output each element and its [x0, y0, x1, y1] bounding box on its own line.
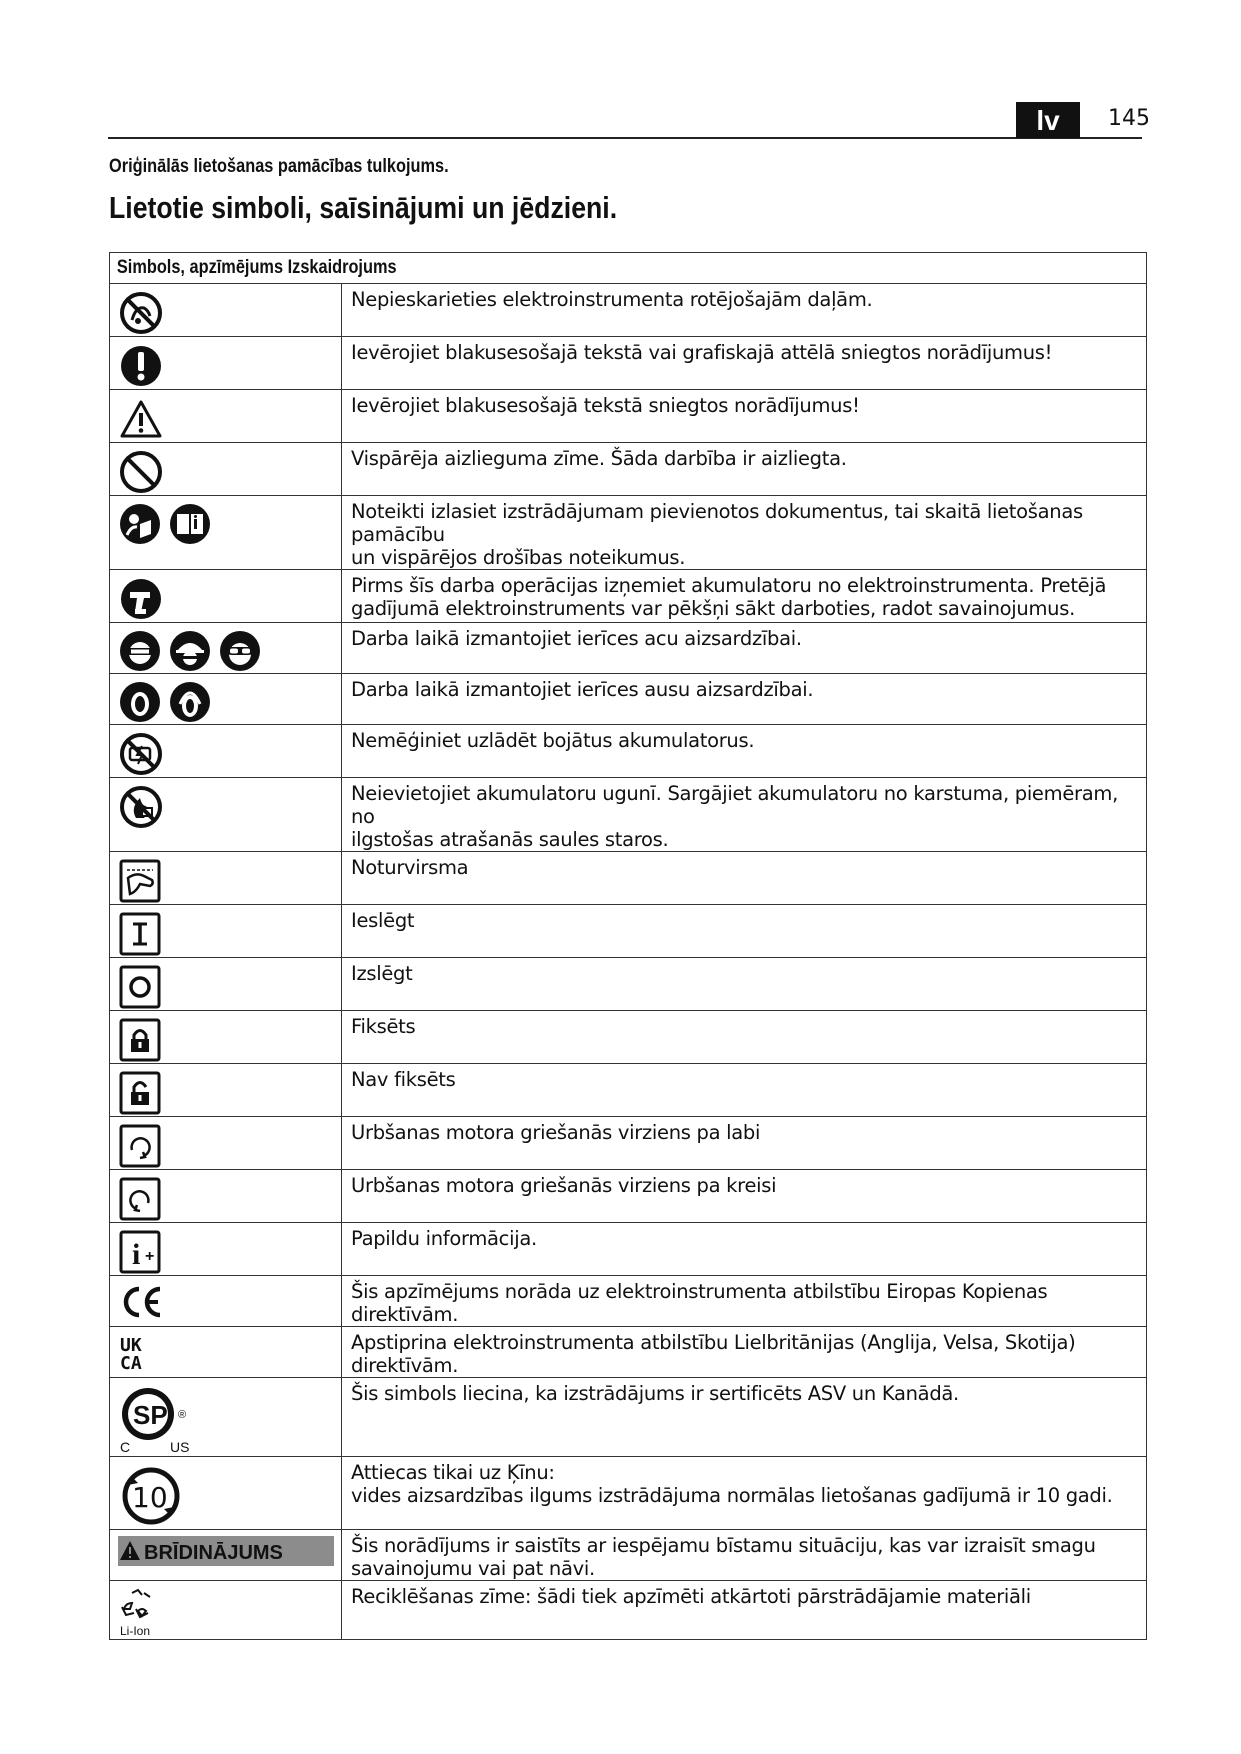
explanation-text: Darba laikā izmantojiet ierīces ausu aizsardzībai.: [351, 678, 814, 701]
read-manual-icon: [118, 502, 162, 546]
safety-helmet-icon: [168, 629, 212, 673]
explanation-text: Noturvirsma: [351, 856, 469, 879]
symbol-cell: [110, 443, 342, 496]
explanation-cell: [342, 390, 1147, 443]
svg-text:®: ®: [178, 1409, 187, 1421]
no-touch-rotating-icon: [118, 290, 164, 336]
table-row: [110, 674, 1147, 725]
table-row: [110, 1117, 1147, 1170]
table-row: [110, 852, 1147, 905]
page-number: 145: [1108, 106, 1150, 131]
table-row: [110, 1457, 1147, 1530]
explanation-cell: [342, 1117, 1147, 1170]
info-plus-icon: [118, 1229, 162, 1275]
no-charge-damaged-battery-icon: [118, 731, 164, 777]
explanation-cell: [342, 1276, 1147, 1327]
explanation-text: Attiecas tikai uz Ķīnu:: [351, 1461, 555, 1484]
document-subtitle: Oriģinālās lietošanas pamācības tulkojums.: [109, 156, 449, 177]
rotate-right-icon: [118, 1123, 162, 1169]
ukca-mark-icon: [118, 1333, 158, 1373]
explanation-text: Izslēgt: [351, 962, 413, 985]
symbol-cell: [110, 1117, 342, 1170]
explanation-cell: [342, 570, 1147, 623]
col-symbol-header: Simbols, apzīmējums: [116, 257, 284, 278]
explanation-cell: [342, 1581, 1147, 1640]
face-shield-icon: [118, 629, 162, 673]
symbol-cell: [110, 1064, 342, 1117]
col-explanation-header: Izskaidrojums: [287, 257, 397, 278]
explanation-cell: [342, 1327, 1147, 1378]
svg-text:CA: CA: [120, 1353, 142, 1373]
explanation-cell: [342, 623, 1147, 674]
power-off-icon: [118, 964, 162, 1010]
remove-battery-icon: [118, 576, 164, 622]
explanation-text: Nemēģiniet uzlādēt bojātus akumulatorus.: [351, 729, 755, 752]
table-row: [110, 1327, 1147, 1378]
explanation-cell: [342, 674, 1147, 725]
symbol-cell: [110, 623, 342, 674]
explanation-text: Ieslēgt: [351, 909, 415, 932]
explanation-cell: [342, 284, 1147, 337]
table-row: [110, 390, 1147, 443]
symbol-cell: [110, 1276, 342, 1327]
explanation-text: Fiksēts: [351, 1015, 416, 1038]
explanation-text: Šis apzīmējums norāda uz elektroinstrumenta atbilstību Eiropas Kopienas direktīvām.: [351, 1280, 1048, 1326]
svg-text:10: 10: [132, 1481, 168, 1514]
rotate-left-icon: [118, 1176, 162, 1222]
explanation-cell: [342, 1064, 1147, 1117]
explanation-cell: [342, 1011, 1147, 1064]
symbol-cell: [110, 1011, 342, 1064]
symbol-cell: [110, 852, 342, 905]
explanation-text: Urbšanas motora griešanās virziens pa kreisi: [351, 1174, 777, 1197]
unlocked-icon: [118, 1070, 162, 1116]
table-row: [110, 284, 1147, 337]
table-row: [110, 443, 1147, 496]
explanation-cell: [342, 1378, 1147, 1457]
explanation-cell: [342, 1223, 1147, 1276]
table-row: [110, 1064, 1147, 1117]
table-row: [110, 1170, 1147, 1223]
table-header-cell: [110, 253, 1147, 284]
table-row: [110, 570, 1147, 623]
svg-text:BRĪDINĀJUMS: BRĪDINĀJUMS: [144, 1542, 283, 1564]
explanation-text: Urbšanas motora griešanās virziens pa labi: [351, 1121, 761, 1144]
svg-text:US: US: [170, 1439, 190, 1455]
recycling-li-ion-icon: [118, 1587, 168, 1639]
explanation-cell: [342, 852, 1147, 905]
table-row: [110, 905, 1147, 958]
svg-text:Li-Ion: Li-Ion: [120, 1624, 151, 1638]
symbol-cell: [110, 1327, 342, 1378]
ce-mark-icon: [118, 1282, 164, 1322]
svg-text:+: +: [145, 1248, 155, 1265]
language-tab: lv: [1016, 102, 1080, 138]
symbol-cell: [110, 905, 342, 958]
svg-text:SP: SP: [133, 1400, 168, 1430]
locked-icon: [118, 1017, 162, 1063]
prohibition-icon: [118, 449, 164, 495]
table-row: [110, 1276, 1147, 1327]
symbol-cell: [110, 1223, 342, 1276]
svg-text:C: C: [120, 1439, 131, 1455]
explanation-cell: [342, 496, 1147, 570]
symbol-cell: [110, 390, 342, 443]
symbol-cell: [110, 1457, 342, 1530]
explanation-text: Noteikti izlasiet izstrādājumam pievienotos dokumentus, tai skaitā lietošanas pamācību: [351, 500, 1083, 546]
explanation-text: Ievērojiet blakusesošajā tekstā vai grafiskajā attēlā sniegtos norādījumus!: [351, 341, 1053, 364]
explanation-text: Neievietojiet akumulatoru ugunī. Sargājiet akumulatoru no karstuma, piemēram, no: [351, 782, 1118, 828]
symbol-cell: [110, 284, 342, 337]
explanation-text: savainojumu vai pat nāvi.: [351, 1557, 595, 1580]
explanation-cell: [342, 1530, 1147, 1581]
explanation-cell: [342, 443, 1147, 496]
explanation-text: Reciklēšanas zīme: šādi tiek apzīmēti atkārtoti pārstrādājamie materiāli: [351, 1585, 1031, 1608]
explanation-cell: [342, 778, 1147, 852]
table-row: [110, 623, 1147, 674]
symbol-cell: [110, 958, 342, 1011]
table-row: [110, 496, 1147, 570]
table-row: [110, 337, 1147, 390]
svg-text:i: i: [132, 1238, 141, 1271]
explanation-cell: [342, 725, 1147, 778]
epup-10-icon: [118, 1463, 184, 1529]
page-title: Lietotie simboli, saīsinājumi un jēdzieni.: [109, 190, 618, 225]
explanation-text: un vispārējos drošības noteikumus.: [351, 546, 686, 569]
table-row: [110, 958, 1147, 1011]
explanation-text: Nav fiksēts: [351, 1068, 456, 1091]
explanation-cell: [342, 1170, 1147, 1223]
ear-muffs-icon: [168, 680, 212, 724]
explanation-text: Papildu informācija.: [351, 1227, 537, 1250]
explanation-text: gadījumā elektroinstruments var pēkšņi sākt darboties, radot savainojumus.: [351, 597, 1075, 620]
explanation-text: Šis norādījums ir saistīts ar iespējamu bīstamu situāciju, kas var izraisīt smagu: [351, 1534, 1096, 1557]
table-header-row: [110, 253, 1147, 284]
table-row: [110, 778, 1147, 852]
info-book-icon: [168, 502, 212, 546]
symbol-cell: [110, 1530, 342, 1581]
explanation-text: Apstiprina elektroinstrumenta atbilstību Lielbritānijas (Anglija, Velsa, Skotija): [351, 1331, 1076, 1354]
symbol-cell: [110, 570, 342, 623]
symbol-cell: [110, 337, 342, 390]
ear-protection-icon: [118, 680, 162, 724]
grip-surface-icon: [118, 858, 162, 904]
explanation-cell: [342, 337, 1147, 390]
symbol-cell: [110, 1581, 342, 1640]
explanation-text: direktīvām.: [351, 1354, 459, 1377]
explanation-text: vides aizsardzības ilgums izstrādājuma normālas lietošanas gadījumā ir 10 gadi.: [351, 1484, 1113, 1507]
svg-text:UK: UK: [120, 1335, 142, 1356]
explanation-text: Šis simbols liecina, ka izstrādājums ir sertificēts ASV un Kanādā.: [351, 1382, 959, 1405]
explanation-text: Nepieskarieties elektroinstrumenta rotējošajām daļām.: [351, 288, 873, 311]
explanation-cell: [342, 958, 1147, 1011]
explanation-text: Ievērojiet blakusesošajā tekstā sniegtos norādījumus!: [351, 394, 860, 417]
csa-mark-icon: [118, 1384, 208, 1456]
table-row: [110, 1011, 1147, 1064]
table-row: [110, 1581, 1147, 1640]
warning-triangle-icon: [118, 396, 164, 442]
symbol-cell: [110, 1170, 342, 1223]
power-on-icon: [118, 911, 162, 957]
no-fire-battery-icon: [118, 784, 164, 830]
warning-label-icon: [118, 1536, 334, 1566]
table-row: [110, 725, 1147, 778]
explanation-text: Darba laikā izmantojiet ierīces acu aizsardzībai.: [351, 627, 802, 650]
explanation-text: ilgstošas atrašanās saules staros.: [351, 828, 669, 851]
explanation-text: Pirms šīs darba operācijas izņemiet akumulatoru no elektroinstrumenta. Pretējā: [351, 574, 1107, 597]
explanation-cell: [342, 1457, 1147, 1530]
symbol-cell: [110, 1378, 342, 1457]
table-row: [110, 1223, 1147, 1276]
exclamation-icon: [118, 343, 164, 389]
symbol-cell: [110, 674, 342, 725]
explanation-text: Vispārēja aizlieguma zīme. Šāda darbība ir aizliegta.: [351, 447, 847, 470]
symbol-cell: [110, 496, 342, 570]
explanation-cell: [342, 905, 1147, 958]
symbol-cell: [110, 778, 342, 852]
goggles-icon: [218, 629, 262, 673]
table-row: [110, 1530, 1147, 1581]
table-row: [110, 1378, 1147, 1457]
header-rule: [108, 137, 1142, 139]
symbols-table: [109, 252, 1147, 1640]
symbol-cell: [110, 725, 342, 778]
